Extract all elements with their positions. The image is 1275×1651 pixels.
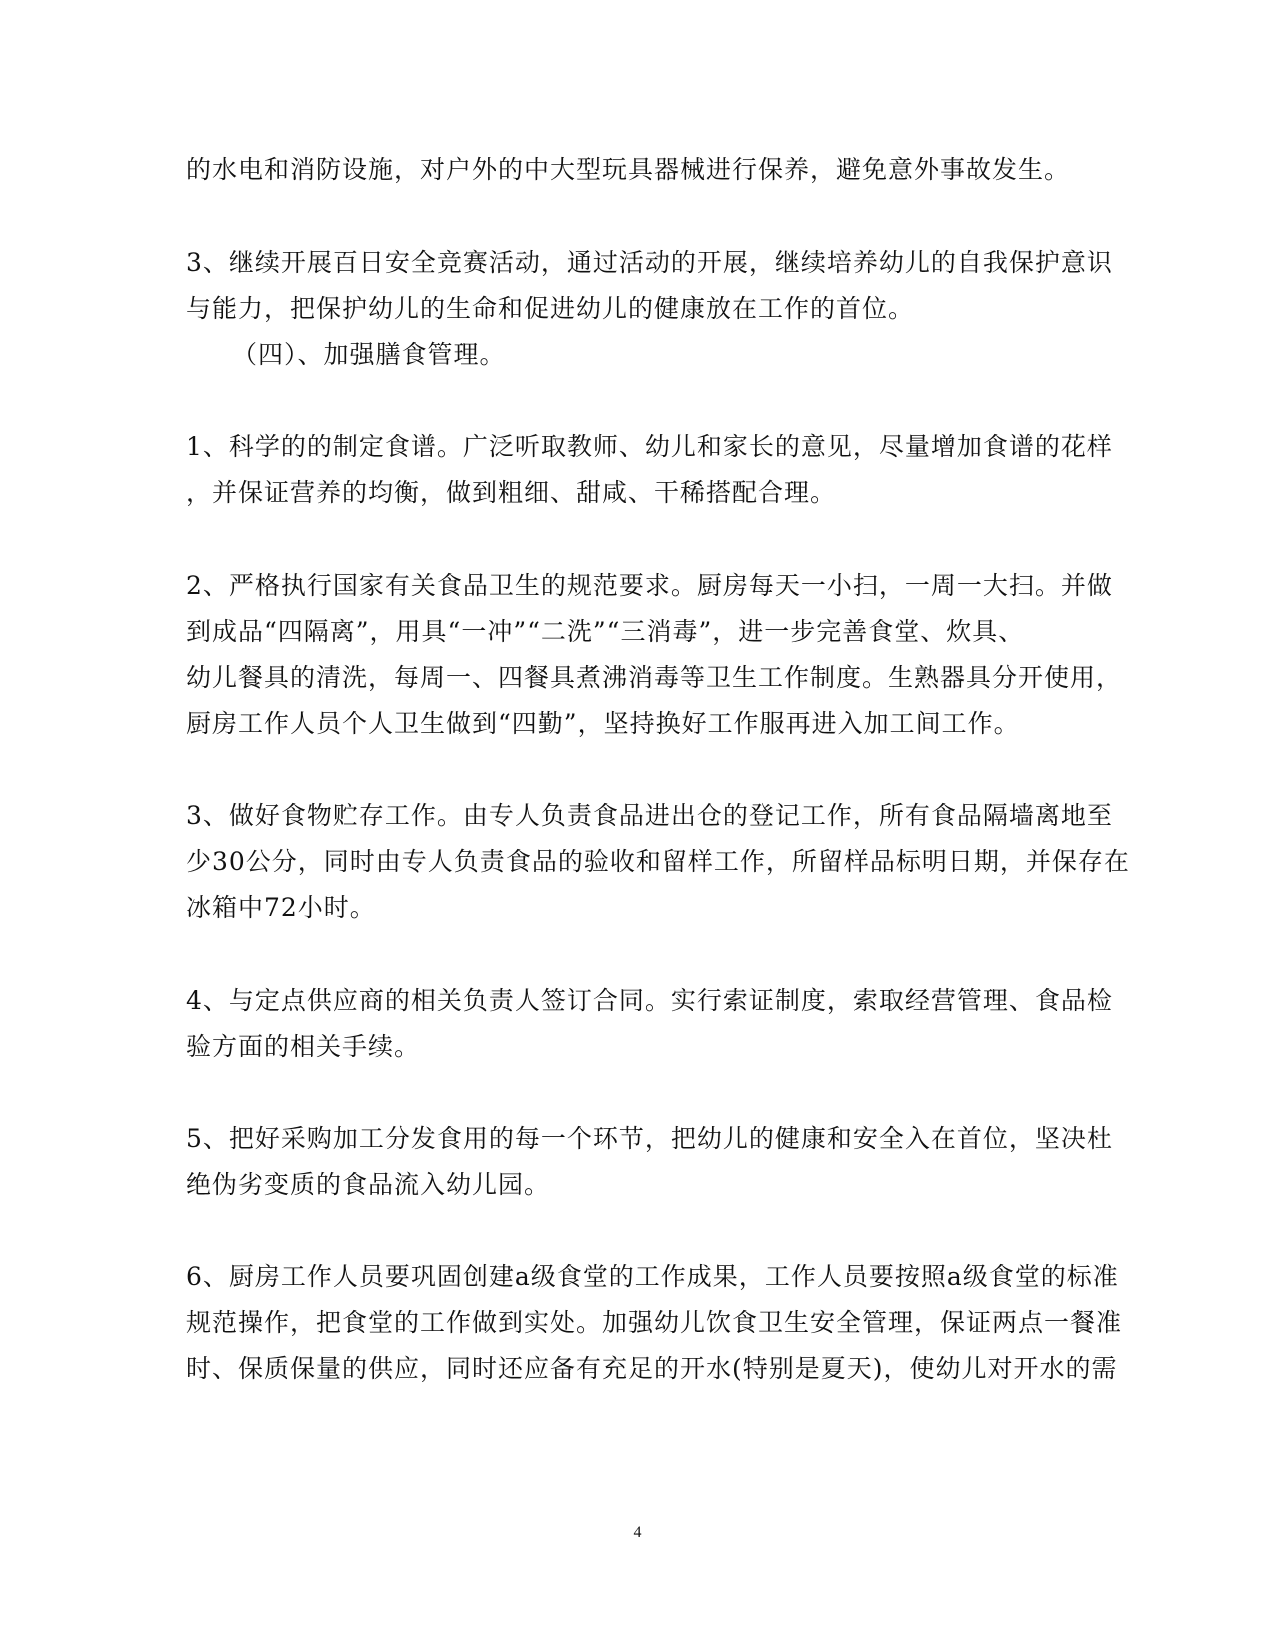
text-line: 3、做好食物贮存工作。由专人负责食品进出仓的登记工作，所有食品隔墙离地至	[186, 801, 1113, 830]
section-heading: （四）、加强膳食管理。	[232, 340, 506, 369]
text-line: 与能力，把保护幼儿的生命和促进幼儿的健康放在工作的首位。	[186, 294, 915, 323]
text-line: 5、把好采购加工分发食用的每一个环节，把幼儿的健康和安全入在首位，坚决杜	[186, 1124, 1113, 1153]
page-number: 4	[633, 1524, 642, 1541]
text-line: 冰箱中72小时。	[186, 893, 376, 922]
text-line: 少30公分，同时由专人负责食品的验收和留样工作，所留样品标明日期，并保存在	[186, 847, 1130, 876]
text-line: 幼儿餐具的清洗，每周一、四餐具煮沸消毒等卫生工作制度。生熟器具分开使用，	[186, 663, 1123, 692]
text-line: 规范操作，把食堂的工作做到实处。加强幼儿饮食卫生安全管理，保证两点一餐准	[186, 1308, 1123, 1337]
text-line: 的水电和消防设施，对户外的中大型玩具器械进行保养，避免意外事故发生。	[186, 155, 1071, 184]
text-line: ，并保证营养的均衡，做到粗细、甜咸、干稀搭配合理。	[186, 478, 837, 507]
text-line: 时、保质保量的供应，同时还应备有充足的开水(特别是夏天)，使幼儿对开水的需	[186, 1354, 1118, 1383]
text-line: 2、严格执行国家有关食品卫生的规范要求。厨房每天一小扫，一周一大扫。并做	[186, 571, 1113, 600]
text-line: 1、科学的的制定食谱。广泛听取教师、幼儿和家长的意见，尽量增加食谱的花样	[186, 432, 1113, 461]
text-line: 6、厨房工作人员要巩固创建a级食堂的工作成果，工作人员要按照a级食堂的标准	[186, 1262, 1119, 1291]
text-line: 厨房工作人员个人卫生做到“四勤”，坚持换好工作服再进入加工间工作。	[186, 709, 1020, 738]
text-line: 验方面的相关手续。	[186, 1032, 421, 1061]
text-line: 3、继续开展百日安全竞赛活动，通过活动的开展，继续培养幼儿的自我保护意识	[186, 248, 1113, 277]
text-line: 4、与定点供应商的相关负责人签订合同。实行索证制度，索取经营管理、食品检	[186, 986, 1113, 1015]
text-line: 绝伪劣变质的食品流入幼儿园。	[186, 1170, 551, 1199]
text-line: 到成品“四隔离”，用具“一冲”“二洗”“三消毒”，进一步完善食堂、炊具、	[186, 617, 1025, 646]
